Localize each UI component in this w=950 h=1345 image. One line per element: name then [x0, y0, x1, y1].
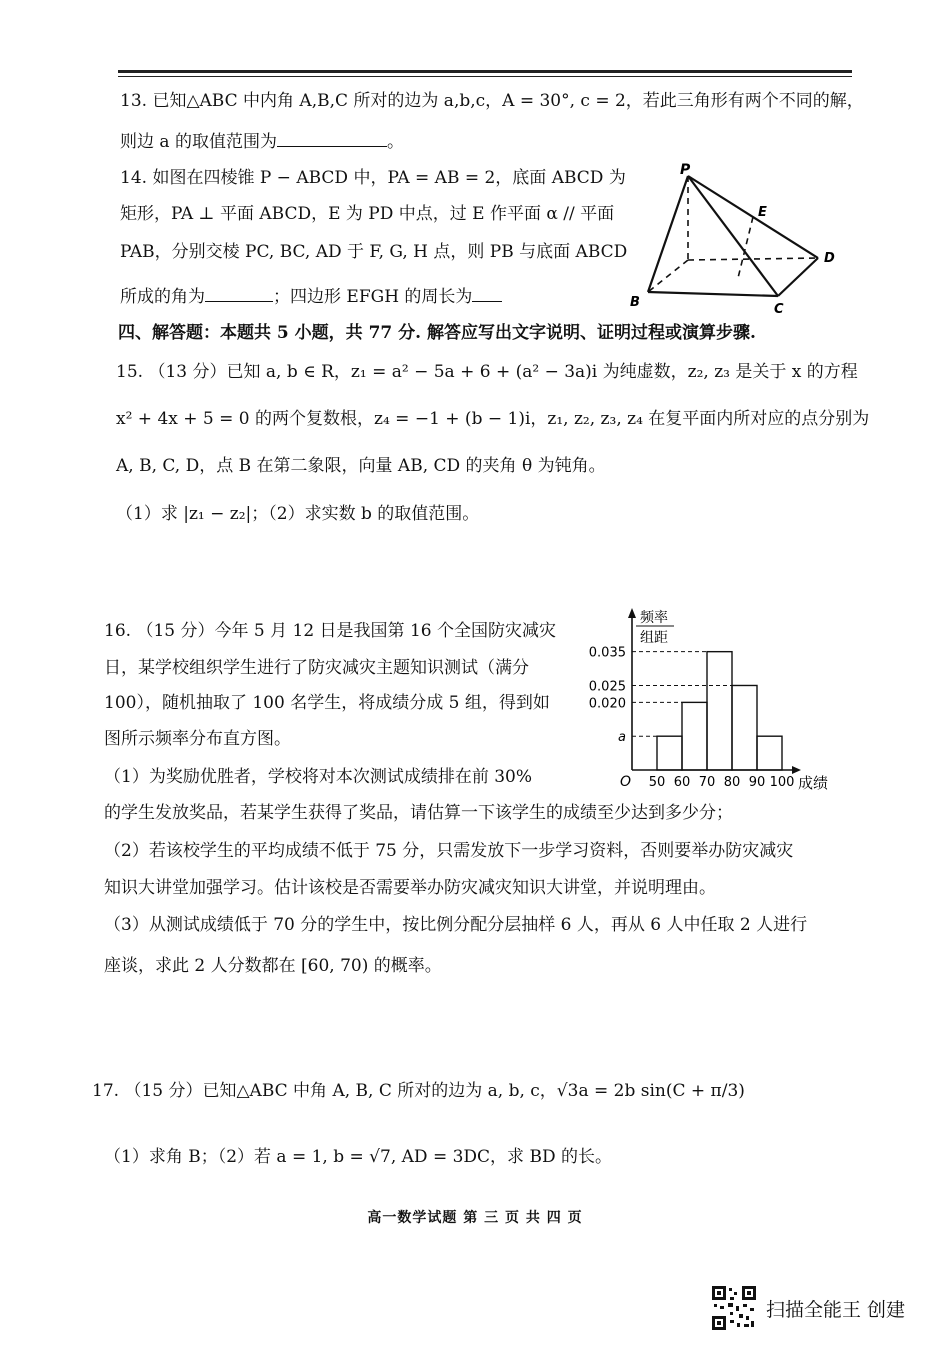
edge-CD	[778, 258, 818, 296]
edge-PC	[688, 176, 778, 296]
histogram-y-tick-label: 0.025	[588, 679, 626, 695]
q17-line1: 17. （15 分）已知△ABC 中角 A, B, C 所对的边为 a, b, c，√3a = 2b sin(C + π/3)	[92, 1081, 745, 1101]
y-axis-arrow	[628, 608, 636, 618]
q14-line4-a: 所成的角为	[120, 287, 205, 307]
q14-perimeter-blank	[472, 287, 502, 302]
edge-AD-hidden	[688, 258, 818, 260]
q14-line4	[120, 286, 502, 308]
q16-line2: 日，某学校组织学生进行了防灾减灾主题知识测试（满分	[104, 658, 529, 678]
q14-angle-blank	[205, 287, 273, 302]
q16-line4: 图所示频率分布直方图。	[104, 729, 291, 749]
section-4-heading: 四、解答题：本题共 5 小题，共 77 分. 解答应写出文字说明、证明过程或演算步骤.	[118, 323, 756, 343]
label-D: D	[824, 251, 835, 266]
scanner-watermark-text: 扫描全能王 创建	[766, 1298, 906, 1321]
q16-line9: （3）从测试成绩低于 70 分的学生中，按比例分配分层抽样 6 人，再从 6 人中任取 2 人进行	[104, 915, 808, 935]
histogram-bar	[757, 736, 782, 770]
q13-line2-text: 则边 a 的取值范围为	[120, 132, 277, 152]
pyramid-figure	[620, 160, 850, 320]
q16-line8: 知识大讲堂加强学习。估计该校是否需要举办防灾减灾知识大讲堂，并说明理由。	[104, 878, 716, 898]
histogram-y-tick-label: a	[618, 730, 626, 746]
q13-answer-blank	[277, 132, 387, 147]
histogram-bar	[657, 736, 682, 770]
q16-line6: 的学生发放奖品，若某学生获得了奖品，请估算一下该学生的成绩至少达到多少分；	[104, 803, 733, 823]
q15-line4: （1）求 |z₁ − z₂|；（2）求实数 b 的取值范围。	[116, 504, 480, 524]
header-rule-thick	[118, 70, 852, 73]
q16-line5: （1）为奖励优胜者，学校将对本次测试成绩排在前 30%	[104, 767, 533, 787]
q14-line4-b: ；四边形 EFGH 的周长为	[273, 287, 473, 307]
header-rule-thin	[118, 76, 852, 77]
histogram-x-tick-label: 70	[698, 775, 716, 790]
q13-line1: 13. 已知△ABC 中内角 A,B,C 所对的边为 a,b,c，A = 30°, c = 2，若此三角形有两个不同的解，	[120, 91, 864, 111]
qr-code-icon	[712, 1286, 756, 1330]
frequency-histogram	[570, 600, 845, 800]
histogram-x-tick-label: 100	[769, 775, 795, 790]
q16-line10: 座谈，求此 2 人分数都在 [60, 70) 的概率。	[104, 956, 442, 976]
scanner-watermark	[712, 1286, 905, 1330]
q13-line2-end: 。	[386, 132, 404, 152]
label-C: C	[774, 302, 784, 317]
histogram-ylabel-bottom: 组距	[640, 630, 668, 646]
histogram-bar	[732, 685, 757, 770]
histogram-x-tick-label: 90	[748, 775, 766, 790]
q17-line2: （1）求角 B；（2）若 a = 1, b = √7, AD = 3DC，求 BD 的长。	[104, 1147, 612, 1167]
histogram-x-tick-label: 80	[723, 775, 741, 790]
label-P: P	[680, 162, 691, 178]
edge-PB	[648, 176, 688, 292]
q15-line2: x² + 4x + 5 = 0 的两个复数根，z₄ = −1 + (b − 1)i，z₁, z₂, z₃, z₄ 在复平面内所对应的点分别为	[116, 409, 870, 429]
q13-line2	[120, 131, 404, 153]
q16-line3: 100），随机抽取了 100 名学生，将成绩分成 5 组，得到如	[104, 693, 550, 713]
q14-line2: 矩形，PA ⊥ 平面 ABCD，E 为 PD 中点，过 E 作平面 α // 平面	[120, 204, 615, 224]
q16-line7: （2）若该校学生的平均成绩不低于 75 分，只需发放下一步学习资料，否则要举办防灾减灾	[104, 841, 794, 861]
histogram-y-tick-label: 0.035	[588, 645, 626, 661]
q16-line1: 16. （15 分）今年 5 月 12 日是我国第 16 个全国防灾减灾	[104, 621, 556, 641]
q15-line1: 15. （13 分）已知 a, b ∈ R，z₁ = a² − 5a + 6 + (a² − 3a)i 为纯虚数，z₂, z₃ 是关于 x 的方程	[116, 362, 858, 382]
q15-line3: A, B, C, D，点 B 在第二象限，向量 AB, CD 的夹角 θ 为钝角。	[116, 456, 606, 476]
page-footer: 高一数学试题 第 三 页 共 四 页	[367, 1210, 583, 1226]
x-axis-arrow	[792, 766, 801, 774]
histogram-x-tick-label: 60	[673, 775, 691, 790]
label-B: B	[630, 295, 640, 310]
histogram-x-tick-label: 50	[648, 775, 666, 790]
q14-line1: 14. 如图在四棱锥 P − ABCD 中，PA = AB = 2，底面 ABCD 为	[120, 168, 626, 188]
histogram-xlabel: 成绩	[798, 774, 829, 792]
label-E: E	[758, 205, 767, 220]
histogram-bar	[707, 652, 732, 770]
edge-BC	[648, 292, 778, 296]
histogram-ylabel-top: 频率	[640, 610, 668, 626]
histogram-y-tick-label: 0.020	[588, 696, 626, 712]
histogram-bar	[682, 702, 707, 770]
q14-line3: PAB，分别交棱 PC, BC, AD 于 F, G, H 点，则 PB 与底面 ABCD	[120, 242, 628, 262]
histogram-origin-label: O	[620, 774, 632, 790]
